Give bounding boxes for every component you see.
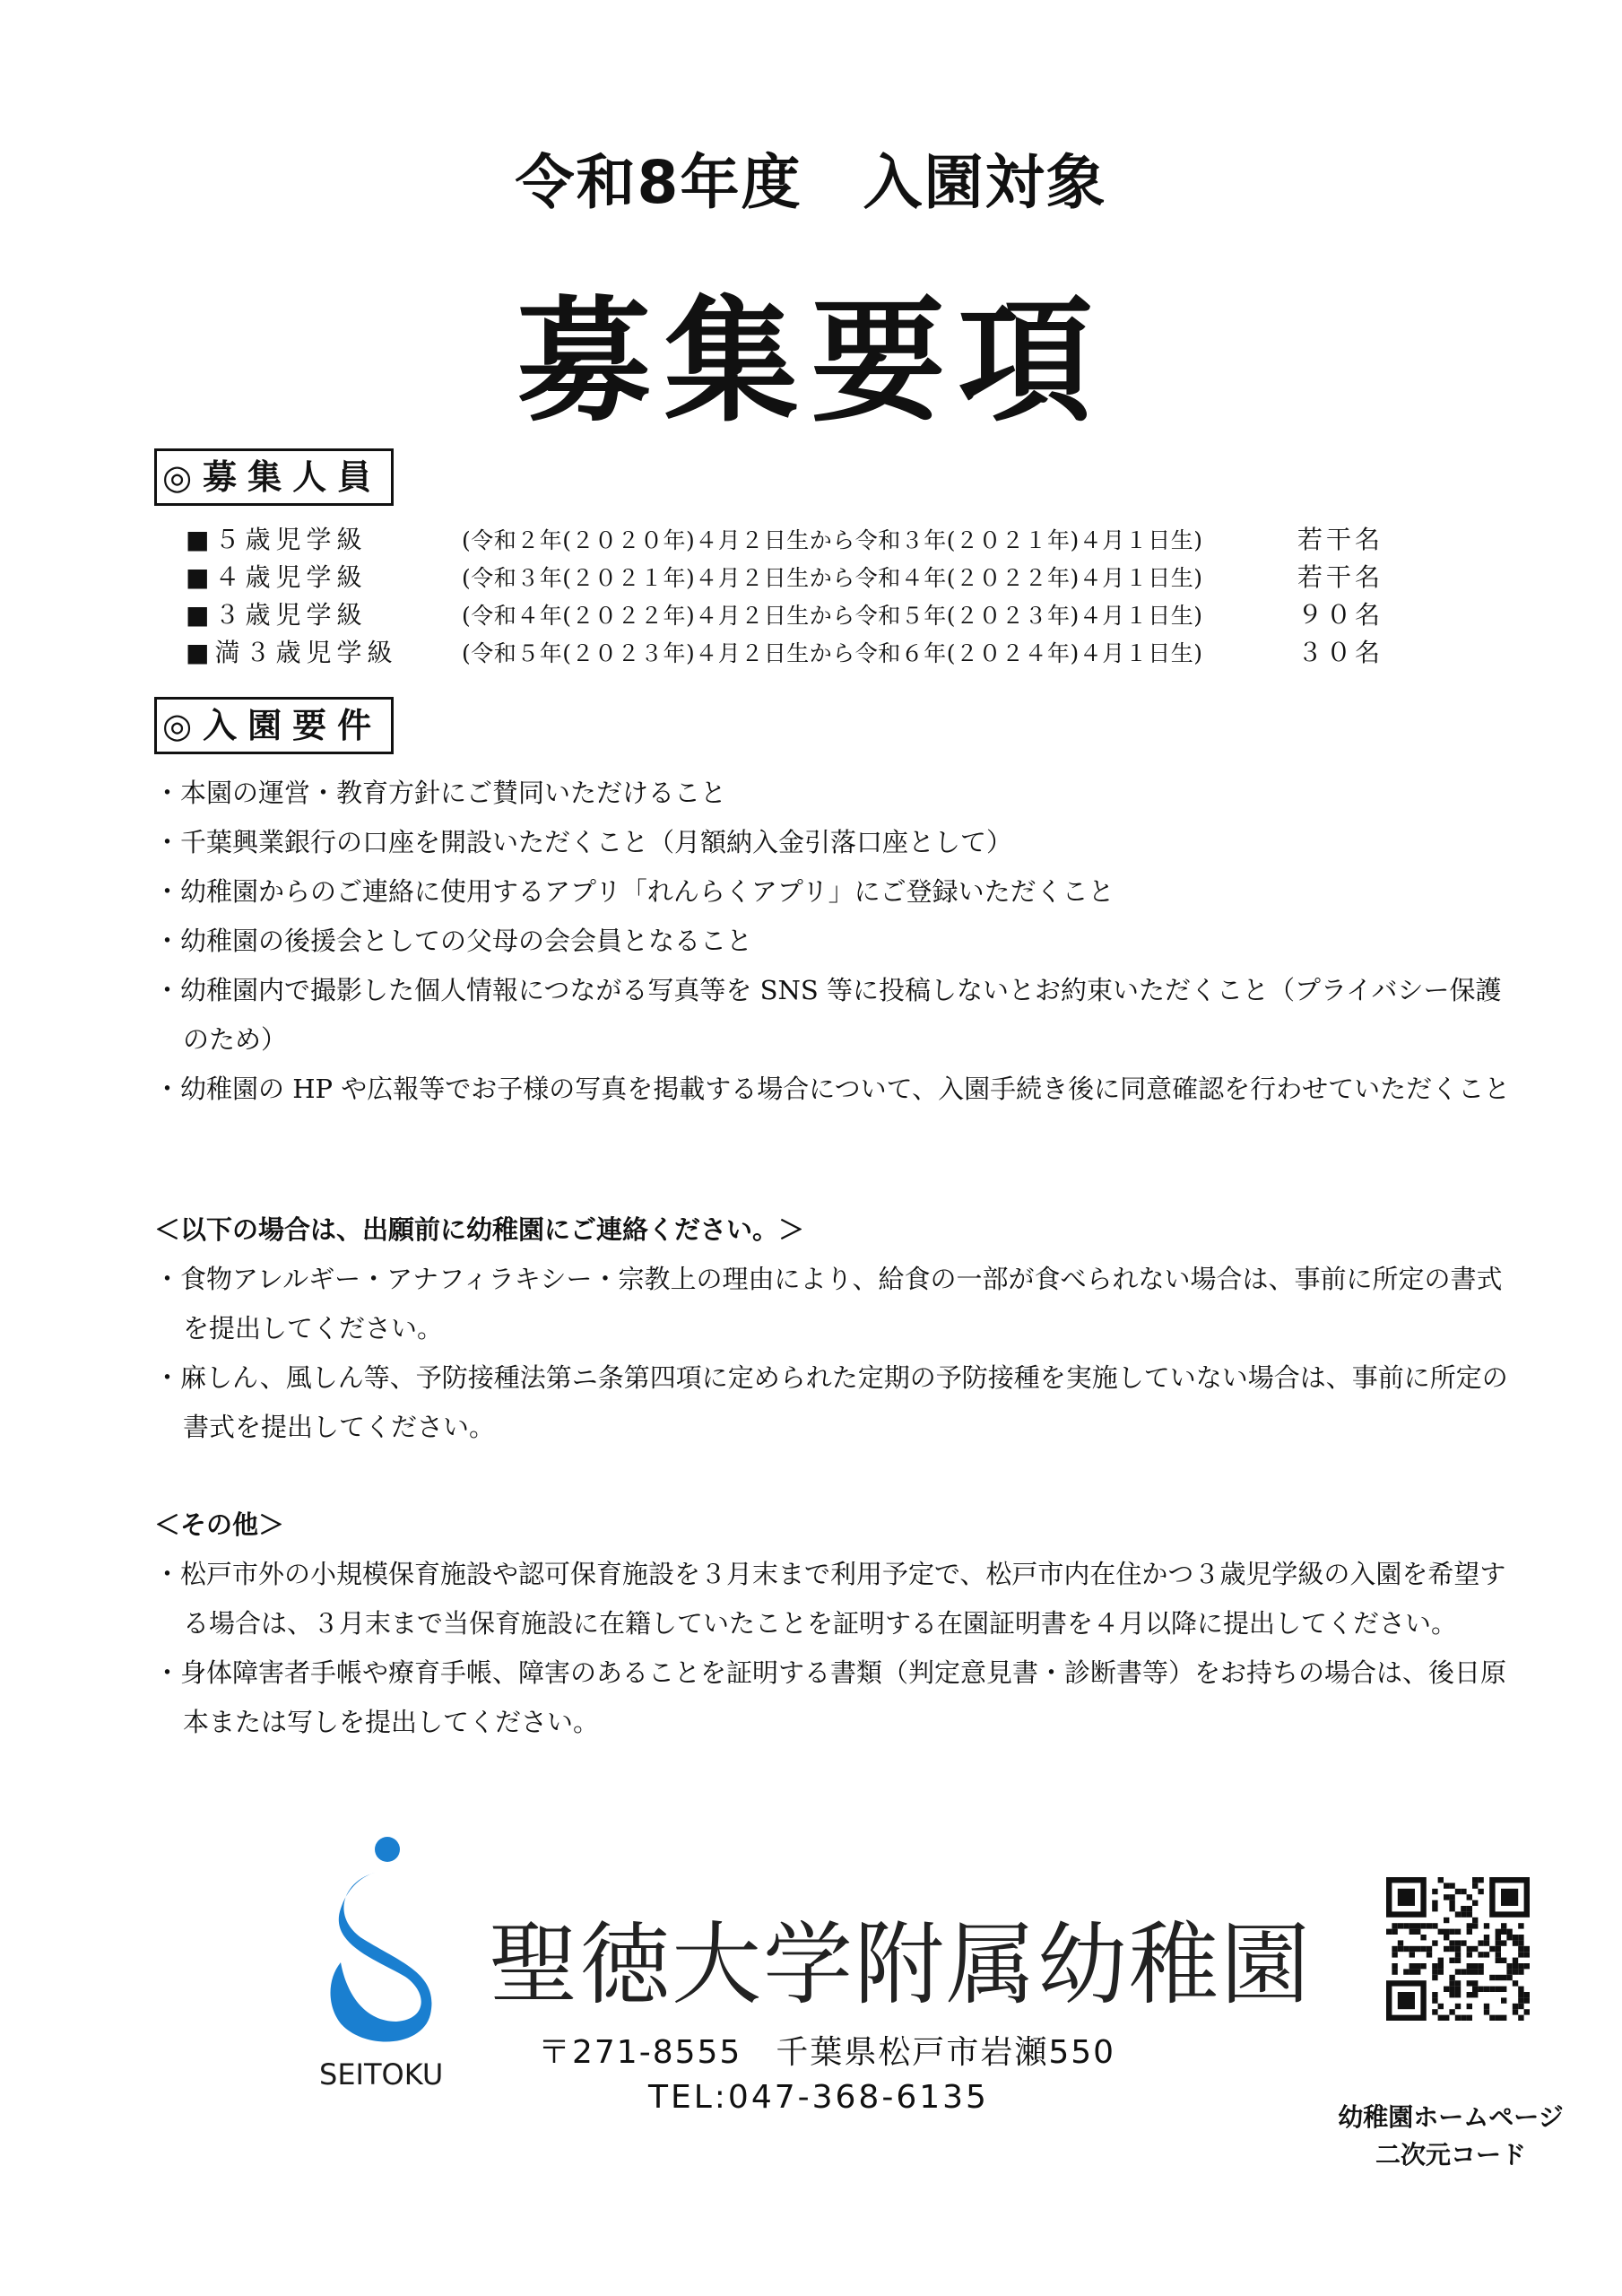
class-name: ■３歳児学級 [186, 600, 368, 630]
class-birth-range: (令和４年(２０２２年)４月２日生から令和５年(２０２３年)４月１日生) [462, 603, 1203, 629]
qr-caption [1316, 2099, 1585, 2174]
class-capacity: 若干名 [1297, 562, 1384, 592]
section-heading-recruitment: ◎募集人員 [154, 448, 394, 506]
seitoku-logo-icon [323, 1830, 448, 2054]
other-section [154, 1500, 1517, 1747]
section-heading-requirements: ◎入園要件 [154, 697, 394, 754]
list-item: ・麻しん、風しん等、予防接種法第ニ条第四項に定められた定期の予防接種を実施していない場合は、事前に所定の書式を提出してください。 [154, 1362, 1508, 1442]
list-item: ・千葉興業銀行の口座を開設いただくこと（月額納入金引落口座として） [154, 827, 1013, 857]
notice-heading: ＜以下の場合は、出願前に幼稚園にご連絡ください。＞ [154, 1214, 805, 1245]
class-name: ■５歳児学級 [186, 525, 368, 554]
notice-section [154, 1205, 1517, 1452]
page-title: 募集要項 [516, 284, 1106, 440]
list-item: ・本園の運営・教育方針にご賛同いただけること [154, 778, 727, 808]
school-name: 聖徳大学附属幼稚園 [489, 1912, 1312, 2017]
list-item: ・松戸市外の小規模保育施設や認可保育施設を３月末まで利用予定で、松戸市内在住かつ３歳児学級の入園を希望する場合は、３月末まで当保育施設に在籍していたことを証明する在園証明書を４月以降に提出してください。 [154, 1559, 1506, 1639]
class-birth-range: (令和３年(２０２１年)４月２日生から令和４年(２０２２年)４月１日生) [462, 565, 1203, 591]
class-name: ■満３歳児学級 [186, 638, 398, 667]
list-item: ・身体障害者手帳や療育手帳、障害のあることを証明する書類（判定意見書・診断書等）をお持ちの場合は、後日原本または写しを提出してください。 [154, 1657, 1507, 1737]
list-item: ・幼稚園内で撮影した個人情報につながる写真等を SNS 等に投稿しないとお約束いただくこと（プライバシー保護のため） [154, 975, 1502, 1055]
qr-caption-line: 幼稚園ホームページ [1338, 2102, 1564, 2132]
class-birth-range: (令和５年(２０２３年)４月２日生から令和６年(２０２４年)４月１日生) [462, 640, 1203, 666]
list-item: ・食物アレルギー・アナフィラキシー・宗教上の理由により、給食の一部が食べられない場合は、事前に所定の書式を提出してください。 [154, 1264, 1503, 1344]
class-row [186, 596, 1414, 633]
qr-caption-line: 二次元コード [1375, 2140, 1526, 2170]
class-row [186, 520, 1414, 558]
class-table [186, 520, 1414, 671]
page-subtitle: 令和8年度 入園対象 [515, 148, 1107, 217]
logo-wordmark: SEITOKU [319, 2057, 444, 2092]
list-item: ・幼稚園の後援会としての父母の会会員となること [154, 926, 753, 956]
requirements-list [154, 769, 1517, 1114]
class-birth-range: (令和２年(２０２０年)４月２日生から令和３年(２０２１年)４月１日生) [462, 527, 1203, 553]
class-row [186, 558, 1414, 596]
class-name: ■４歳児学級 [186, 562, 368, 592]
list-item: ・幼稚園の HP や広報等でお子様の写真を掲載する場合について、入園手続き後に同意確認を行わせていただくこと [154, 1074, 1511, 1104]
qr-code-icon[interactable] [1386, 1877, 1530, 2021]
school-tel: TEL:047-368-6135 [648, 2079, 989, 2116]
class-capacity: ３０名 [1297, 638, 1384, 667]
other-heading: ＜その他＞ [154, 1509, 285, 1540]
list-item: ・幼稚園からのご連絡に使用するアプリ「れんらくアプリ」にご登録いただくこと [154, 876, 1115, 907]
school-address: 〒271-8555 千葉県松戸市岩瀬550 [538, 2034, 1116, 2071]
class-capacity: ９０名 [1297, 600, 1384, 630]
class-row [186, 633, 1414, 671]
class-capacity: 若干名 [1297, 525, 1384, 554]
